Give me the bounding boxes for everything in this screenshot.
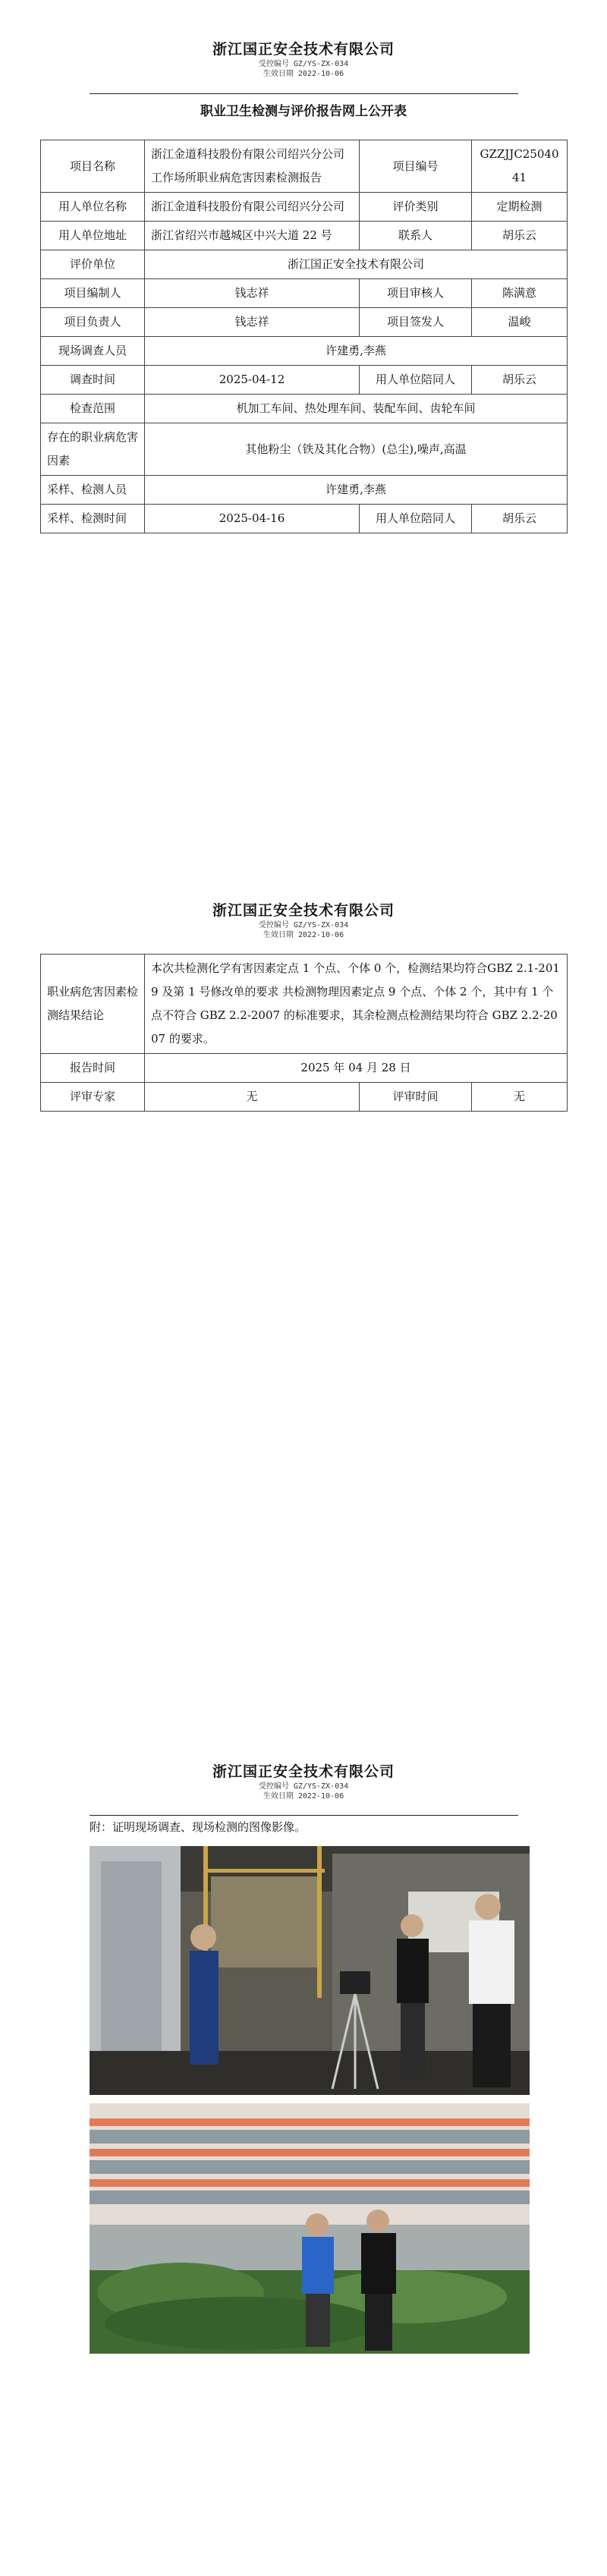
control-number: 受控编号 GZ/YS-ZX-034 — [258, 60, 349, 68]
review-time-label: 评审时间 — [360, 1083, 472, 1112]
table-row — [41, 193, 568, 222]
expert-value: 无 — [145, 1083, 360, 1112]
hazards-label: 存在的职业病危害因素 — [41, 423, 145, 476]
site-photo-workshop — [90, 1846, 530, 2095]
sample-time-label: 采样、检测时间 — [41, 505, 145, 533]
issuer-value: 温峻 — [472, 308, 568, 337]
report-time-label: 报告时间 — [41, 1054, 145, 1083]
samplers-value: 许建勇,李燕 — [145, 476, 568, 505]
company-name: 浙江国正安全技术有限公司 — [212, 902, 395, 919]
table-row — [41, 250, 568, 279]
company-name: 浙江国正安全技术有限公司 — [212, 1763, 395, 1780]
table-row — [41, 395, 568, 423]
eval-unit-label: 评价单位 — [41, 250, 145, 279]
table-row — [41, 279, 568, 308]
control-number: 受控编号 GZ/YS-ZX-034 — [258, 921, 349, 929]
accompany2-value: 胡乐云 — [472, 505, 568, 533]
review-time-value: 无 — [472, 1083, 568, 1112]
scope-label: 检查范围 — [41, 395, 145, 423]
employer-address-label: 用人单位地址 — [41, 222, 145, 250]
accompany2-label: 用人单位陪同人 — [360, 505, 472, 533]
investigators-label: 现场调查人员 — [41, 337, 145, 366]
conclusion-value: 本次共检测化学有害因素定点 1 个点、个体 0 个，检测结果均符合GBZ 2.1-2019 及第 1 号修改单的要求 共检测物理因素定点 9 个点、个体 2 个，其中有 1 个点不符合 GBZ 2.2-2007 的标准要求，其余检测点检测结果均符合 GBZ 2.2-2007 的要求。 — [145, 955, 568, 1054]
appendix-caption: 附：证明现场调查、现场检测的图像影像。 — [90, 1820, 307, 1834]
reviewer-value: 陈满意 — [472, 279, 568, 308]
page-header — [0, 39, 607, 79]
eval-type-value: 定期检测 — [472, 193, 568, 222]
workshop-photo-image — [90, 1846, 530, 2095]
project-no-value: GZZJJC2504041 — [472, 140, 568, 193]
project-name-label: 项目名称 — [41, 140, 145, 193]
table-row — [41, 308, 568, 337]
accompany-value: 胡乐云 — [472, 366, 568, 395]
header-rule — [90, 1815, 518, 1816]
conclusion-label: 职业病危害因素检测结果结论 — [41, 955, 145, 1054]
table-row — [41, 1083, 568, 1112]
report-time-value: 2025 年 04 月 28 日 — [145, 1054, 568, 1083]
page-header — [0, 901, 607, 940]
accompany-label: 用人单位陪同人 — [360, 366, 472, 395]
header-rule — [90, 93, 518, 94]
table-row — [41, 476, 568, 505]
eval-type-label: 评价类别 — [360, 193, 472, 222]
table-row — [41, 366, 568, 395]
survey-time-value: 2025-04-12 — [145, 366, 360, 395]
document-title: 职业卫生检测与评价报告网上公开表 — [200, 104, 407, 119]
effective-date: 生效日期 2022-10-06 — [263, 931, 344, 939]
project-no-label: 项目编号 — [360, 140, 472, 193]
control-number: 受控编号 GZ/YS-ZX-034 — [258, 1782, 349, 1791]
conclusion-table — [40, 954, 568, 1112]
effective-date: 生效日期 2022-10-06 — [263, 70, 344, 78]
leader-label: 项目负责人 — [41, 308, 145, 337]
investigators-value: 许建勇,李燕 — [145, 337, 568, 366]
table-row — [41, 140, 568, 193]
eval-unit-value: 浙江国正安全技术有限公司 — [145, 250, 568, 279]
table-row — [41, 955, 568, 1054]
table-row — [41, 337, 568, 366]
employer-name-value: 浙江金道科技股份有限公司绍兴分公司 — [145, 193, 360, 222]
reviewer-label: 项目审核人 — [360, 279, 472, 308]
table-row — [41, 423, 568, 476]
site-photo-outdoor — [90, 2103, 530, 2354]
contact-label: 联系人 — [360, 222, 472, 250]
employer-address-value: 浙江省绍兴市越城区中兴大道 22 号 — [145, 222, 360, 250]
sample-time-value: 2025-04-16 — [145, 505, 360, 533]
compiler-value: 钱志祥 — [145, 279, 360, 308]
table-row — [41, 1054, 568, 1083]
table-row — [41, 505, 568, 533]
issuer-label: 项目签发人 — [360, 308, 472, 337]
samplers-label: 采样、检测人员 — [41, 476, 145, 505]
outdoor-photo-image — [90, 2103, 530, 2354]
company-name: 浙江国正安全技术有限公司 — [212, 41, 395, 58]
compiler-label: 项目编制人 — [41, 279, 145, 308]
scope-value: 机加工车间、热处理车间、装配车间、齿轮车间 — [145, 395, 568, 423]
survey-time-label: 调查时间 — [41, 366, 145, 395]
report-info-table — [40, 140, 568, 533]
project-name-value: 浙江金道科技股份有限公司绍兴分公司工作场所职业病危害因素检测报告 — [145, 140, 360, 193]
employer-name-label: 用人单位名称 — [41, 193, 145, 222]
table-row — [41, 222, 568, 250]
page-header — [0, 1762, 607, 1801]
leader-value: 钱志祥 — [145, 308, 360, 337]
contact-value: 胡乐云 — [472, 222, 568, 250]
hazards-value: 其他粉尘（铁及其化合物）(总尘),噪声,高温 — [145, 423, 568, 476]
effective-date: 生效日期 2022-10-06 — [263, 1792, 344, 1801]
expert-label: 评审专家 — [41, 1083, 145, 1112]
